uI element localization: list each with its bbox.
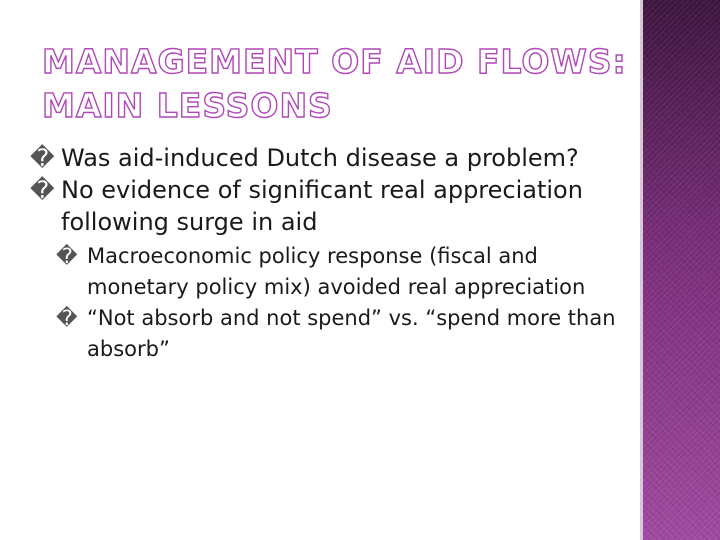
decorative-side-panel	[643, 0, 720, 540]
sub-bullet-text: “Not absorb and not spend” vs. “spend more than absorb”	[87, 306, 616, 361]
slide-title	[42, 40, 627, 128]
bullet-text: Was aid-induced Dutch disease a problem?	[61, 144, 579, 172]
sub-bullet-item	[30, 303, 630, 365]
bullet-item	[30, 174, 630, 238]
bullet-icon: �	[56, 244, 78, 268]
bullet-text: No evidence of significant real appreciation following surge in aid	[61, 176, 583, 236]
title-line-2: MAIN LESSONS	[42, 86, 333, 125]
bullet-icon: �	[56, 306, 78, 330]
sub-bullet-text: Macroeconomic policy response (fiscal and monetary policy mix) avoided real appreciation	[87, 244, 586, 299]
bullet-icon: �	[30, 176, 55, 204]
sub-bullet-item	[30, 241, 630, 303]
bullet-item	[30, 142, 630, 174]
bullet-icon: �	[30, 144, 55, 172]
title-line-1: MANAGEMENT OF AID FLOWS:	[42, 42, 627, 81]
bullet-list	[30, 142, 630, 365]
